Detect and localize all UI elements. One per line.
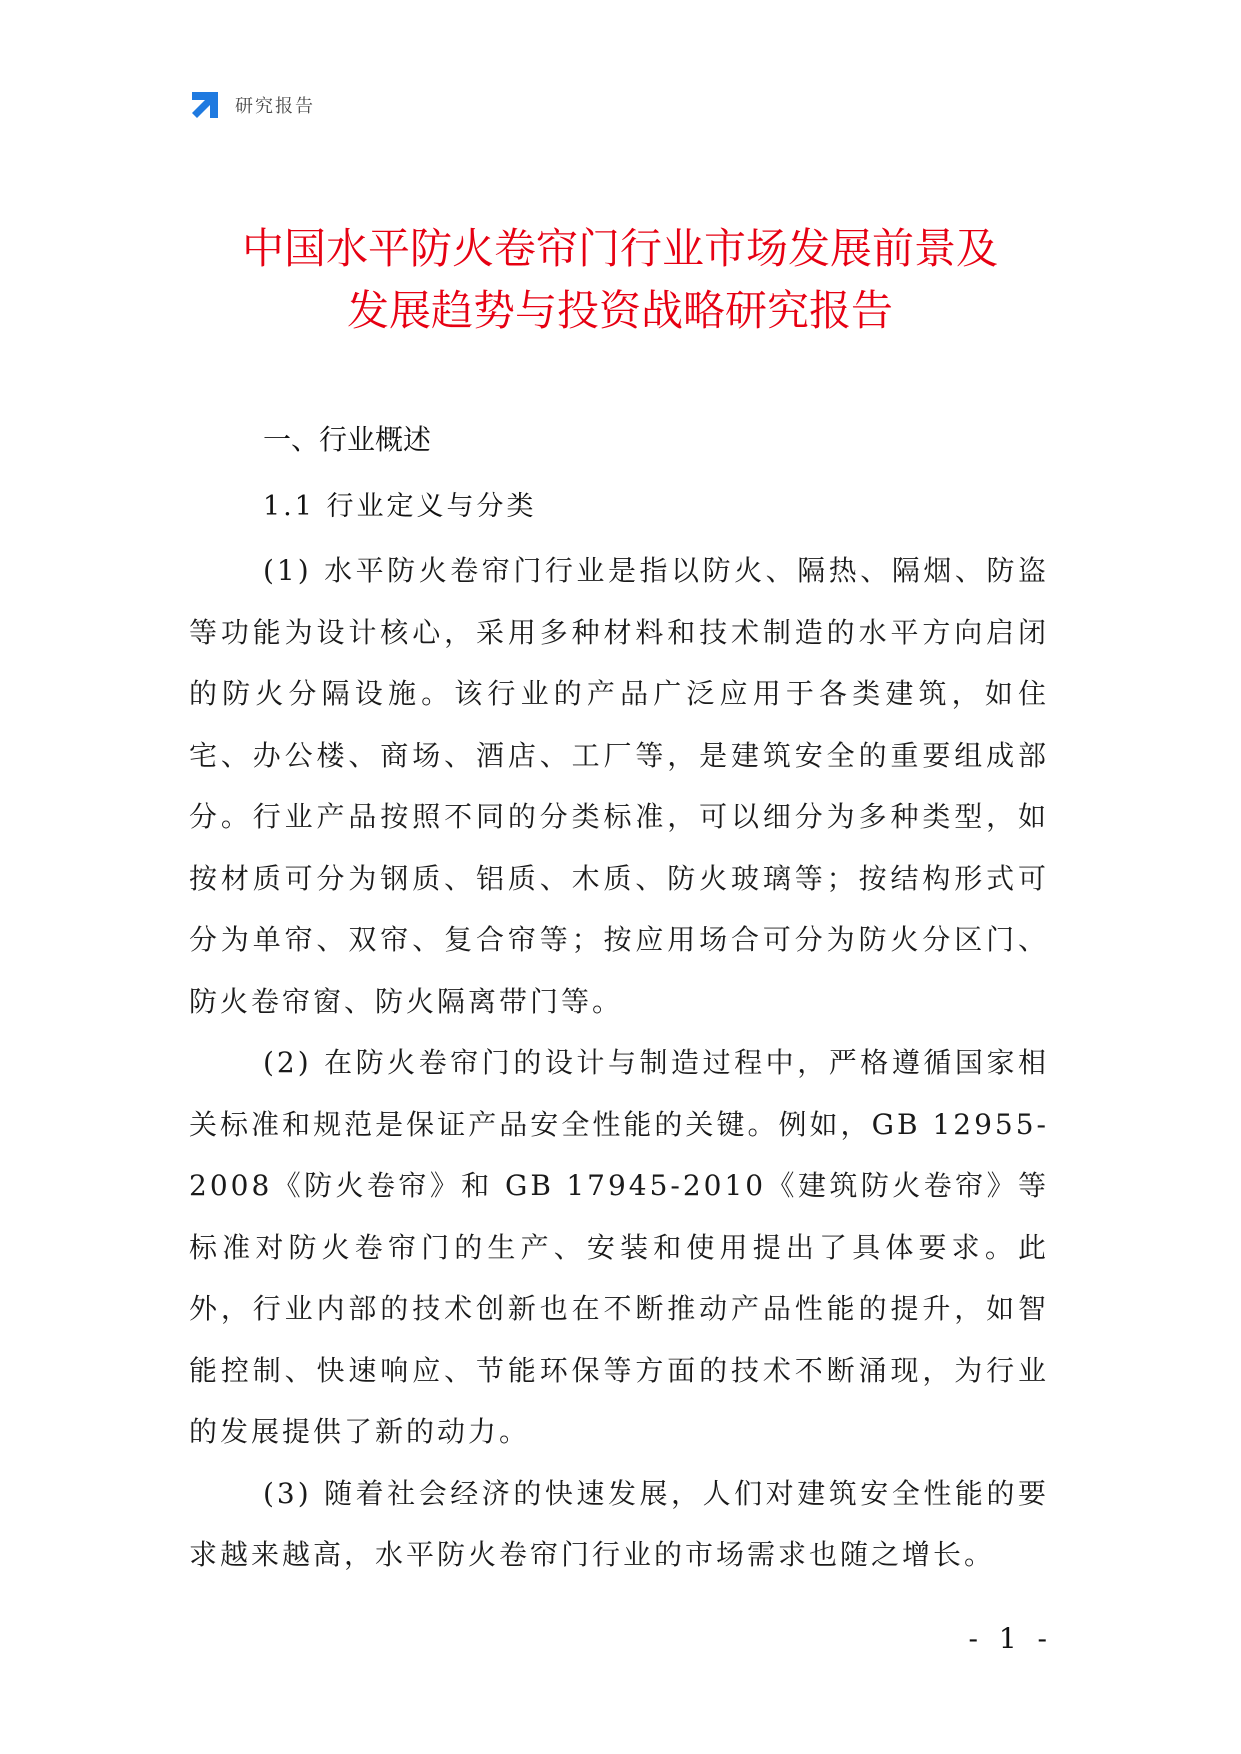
paragraph-1: (1) 水平防火卷帘门行业是指以防火、隔热、隔烟、防盗等功能为设计核心，采用多种材料和技术制造的水平方向启闭的防火分隔设施。该行业的产品广泛应用于各类建筑，如住宅、办公楼、商场、酒店、工厂等，是建筑安全的重要组成部分。行业产品按照不同的分类标准，可以细分为多种类型，如按材质可分为钢质、铝质、木质、防火玻璃等；按结构形式可分为单帘、双帘、复合帘等；按应用场合可分为防火分区门、防火卷帘窗、防火隔离带门等。: [189, 554, 1049, 1018]
page-number: - 1 -: [968, 1622, 1053, 1655]
arrow-logo-icon: [189, 89, 221, 121]
title-line-1: 中国水平防火卷帘门行业市场发展前景及: [241, 224, 998, 273]
paragraph-3: (3) 随着社会经济的快速发展，人们对建筑安全性能的要求越来越高，水平防火卷帘门行业的市场需求也随之增长。: [189, 1476, 1049, 1571]
report-label: 研究报告: [235, 96, 315, 117]
paragraph-2: (2) 在防火卷帘门的设计与制造过程中，严格遵循国家相关标准和规范是保证产品安全性能的关键。例如，GB 12955-2008《防火卷帘》和 GB 17945-2010《建筑防火卷帘》等标准对防火卷帘门的生产、安装和使用提出了具体要求。此外，行业内部的技术创新也在不断推动产品性能的提升，如智能控制、快速响应、节能环保等方面的技术不断涌现，为行业的发展提供了新的动力。: [189, 1046, 1049, 1448]
section-heading: 一、行业概述: [263, 423, 432, 456]
report-header: [189, 88, 315, 122]
body-text: [189, 540, 1049, 1586]
subsection-heading: 1.1 行业定义与分类: [263, 491, 537, 522]
title-line-2: 发展趋势与投资战略研究报告: [346, 286, 893, 335]
report-title: [150, 218, 1090, 342]
